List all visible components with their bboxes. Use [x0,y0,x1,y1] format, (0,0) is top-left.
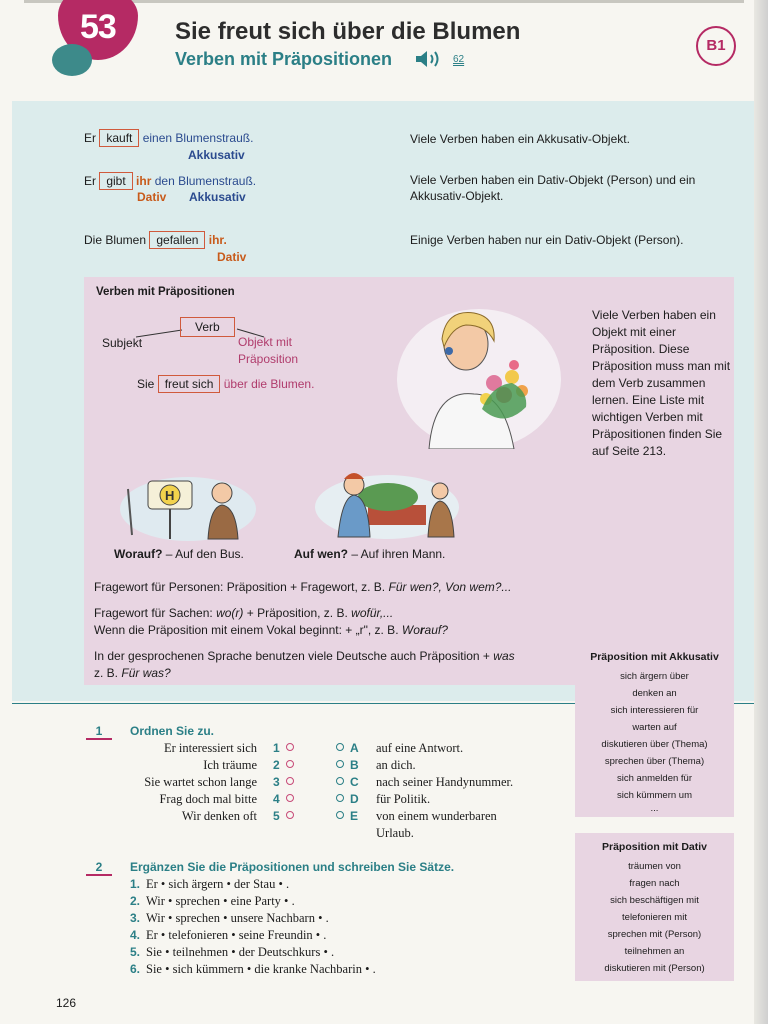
exercise-1-numbers [273,740,294,825]
rule-example-r: r [419,623,425,637]
prep-item: diskutieren mit (Person) [604,963,705,974]
exercise-2-item [130,876,376,893]
example-explanation: Viele Verben haben ein Dativ-Objekt (Person) und ein Akkusativ-Objekt. [410,173,696,203]
prep-item: diskutieren über (Thema) [601,739,708,750]
box-side-text: Viele Verben haben ein Objekt mit einer Präposition. Diese Präposition muss man mit dem Verb zusammen lernen. Eine Liste mit wichtigen Verben mit Präpositionen finden Sie auf Seite 213. [592,308,731,458]
box-heading: Verben mit Präpositionen [96,286,235,298]
match-point-3[interactable] [273,774,294,791]
match-number: 5 [273,809,280,823]
exercise-2-title: Ergänzen Sie die Präpositionen und schreiben Sie Sätze. [130,860,455,874]
rule-example-part: Wo [401,623,420,637]
rule-text: Fragewort für Sachen: [94,606,213,620]
sentence-subject: Sie [137,377,155,391]
circle-icon [336,760,344,768]
item-number: 2. [130,894,141,908]
woman-flowers-illustration [394,299,564,449]
sentence-end: an dich. [376,758,416,772]
rule-example: wofür,... [351,606,394,620]
match-point-1[interactable] [273,740,294,757]
match-point-d[interactable] [336,791,359,808]
bus-stop-illustration [118,469,258,541]
audio-reference[interactable] [415,50,464,68]
circle-icon [286,794,294,802]
rule-example: Für was? [121,666,171,680]
example-1 [84,131,253,145]
prep-item: sich kümmern um [617,790,692,801]
exercise-1-title: Ordnen Sie zu. [130,724,215,738]
caption-auf-wen [294,547,445,561]
caption-answer: – Auf den Bus. [162,547,244,561]
page-title: Sie freut sich über die Blumen [175,18,521,45]
exercise-2-item [130,944,376,961]
prep-item: sich interessieren für [610,705,699,716]
item-text: Er • sich ärgern • der Stau • . [146,877,290,891]
sentence-start: Sie wartet schon lange [144,775,257,789]
sentence-start: Ich träume [203,758,257,772]
example-verb: kauft [99,129,139,147]
prep-item: denken an [632,688,677,699]
circle-icon [286,811,294,819]
match-point-c[interactable] [336,774,359,791]
item-text: Wir • sprechen • unsere Nachbarn • . [146,911,329,925]
prep-item: warten auf [632,722,677,733]
exercise-2-item [130,927,376,944]
rule-spoken-example [94,665,564,682]
akkusativ-heading: Präposition mit Akkusativ [590,651,719,663]
sentence-end: nach seiner Handynummer. [376,775,514,789]
exercise-1-left-column [100,740,257,825]
exercise-1-letters [336,740,359,825]
example-2 [84,174,256,188]
prep-item: sich anmelden für [617,773,692,784]
rule-text: Fragewort für Personen: Präposition + Fragewort, z. B. [94,580,386,594]
dativ-box [575,833,734,981]
sentence-end: von einem wunderbaren Urlaub. [376,809,497,840]
prep-item: träumen von [628,861,681,872]
example-object: einen Blumenstrauß. [142,131,254,145]
audio-track-number: 62 [453,53,465,65]
match-number: 4 [273,792,280,806]
svg-text:H: H [165,488,175,503]
diagram-subject: Subjekt [102,336,143,350]
rule-was: was [493,649,515,663]
sentence-object: über die Blumen. [223,377,315,391]
verben-praepositionen-box [84,277,734,685]
prep-item: ... [650,803,659,814]
match-letter: B [350,758,359,772]
caption-worauf [114,547,244,561]
rule-text: + Präposition, z. B. [246,606,348,620]
match-number: 3 [273,775,280,789]
diagram-verb: Verb [180,317,235,337]
exercise-2-item [130,961,376,978]
sentence-start: Wir denken oft [181,809,257,823]
sentence-end: auf eine Antwort. [376,741,464,755]
example-explanation: Viele Verben haben ein Akkusativ-Objekt. [410,132,630,146]
rule-example [402,623,448,637]
match-letter: C [350,775,359,789]
akkusativ-box [575,643,734,817]
circle-icon [336,777,344,785]
sentence-end: für Politik. [376,792,431,806]
example-object: den Blumenstrauß. [154,174,257,188]
prep-item: teilnehmen an [624,946,685,957]
item-number: 3. [130,911,141,925]
page-subtitle: Verben mit Präpositionen [175,49,393,69]
match-point-e[interactable] [336,808,359,825]
rule-example-part: auf? [424,623,448,637]
match-point-a[interactable] [336,740,359,757]
match-point-4[interactable] [273,791,294,808]
example-subject: Er [84,131,96,145]
item-number: 1. [130,877,141,891]
example-verb: gefallen [149,231,205,249]
item-text: Sie • teilnehmen • der Deutschkurs • . [146,945,335,959]
diagram-object: Objekt mit [238,335,293,349]
example-dative: ihr [136,174,152,188]
item-number: 5. [130,945,141,959]
prep-item: telefonieren mit [622,912,687,923]
rule-text: z. B. [94,666,119,680]
level-badge: B1 [696,26,736,66]
rule-example: Für wen?, Von wem?... [388,580,512,594]
badge-dot [52,44,92,76]
exercise-2-item [130,910,376,927]
case-label: Dativ [137,190,167,204]
page-edge [754,0,768,1024]
rule-text: Wenn die Präposition mit einem Vokal beginnt: + „r", z. B. [94,623,399,637]
diagram-object: Präposition [238,352,299,366]
match-number: 1 [273,741,280,755]
circle-icon [336,743,344,751]
rule-text: In der gesprochenen Sprache benutzen viele Deutsche auch Präposition + [94,649,490,663]
case-label: Dativ [217,250,247,264]
page-number: 126 [56,996,77,1010]
caption-question: Worauf? [114,547,163,561]
match-letter: A [350,741,359,755]
sentence-verb: freut sich [158,375,221,393]
match-letter: E [350,809,359,823]
case-label: Akkusativ [188,148,245,162]
speaker-icon [415,50,445,68]
prep-item: sich beschäftigen mit [610,895,699,906]
rule-vowel [94,622,564,639]
prep-item: fragen nach [629,878,680,889]
item-text: Sie • sich kümmern • die kranke Nachbarin • . [146,962,376,976]
exercise-2-list [130,876,376,978]
exercise-1-right-column [376,740,566,842]
match-point-5[interactable] [273,808,294,825]
match-point-b[interactable] [336,757,359,774]
prep-item: sprechen über (Thema) [604,756,705,767]
example-verb: gibt [99,172,132,190]
prep-item: sprechen mit (Person) [607,929,702,940]
circle-icon [336,794,344,802]
circle-icon [286,743,294,751]
example-explanation: Einige Verben haben nur ein Dativ-Objekt (Person). [410,233,684,247]
caption-question: Auf wen? [294,547,348,561]
grammar-panel [12,101,754,701]
exercise-1-number: 1 [86,724,112,740]
exercise-2-number: 2 [86,860,112,876]
circle-icon [336,811,344,819]
match-number: 2 [273,758,280,772]
case-label: Akkusativ [189,190,246,204]
prep-item: sich ärgern über [620,671,689,682]
match-point-2[interactable] [273,757,294,774]
item-text: Wir • sprechen • eine Party • . [146,894,295,908]
match-letter: D [350,792,359,806]
item-text: Er • telefonieren • seine Freundin • . [146,928,327,942]
rule-wo: wo(r) [216,606,244,620]
chapter-number: 53 [80,8,116,46]
circle-icon [286,777,294,785]
couple-illustration [312,465,462,541]
rule-spoken [94,648,564,665]
rule-persons [94,579,654,596]
chapter-badge [52,0,138,74]
exercise-2-item [130,893,376,910]
example-3 [84,233,227,247]
circle-icon [286,760,294,768]
sentence-start: Frag doch mal bitte [159,792,257,806]
example-subject: Er [84,174,96,188]
item-number: 6. [130,962,141,976]
example-dative: ihr. [208,233,227,247]
dativ-heading: Präposition mit Dativ [601,841,707,853]
diagram-sentence [137,377,314,391]
sentence-start: Er interessiert sich [163,741,257,755]
item-number: 4. [130,928,141,942]
rule-things [94,605,564,622]
caption-answer: – Auf ihren Mann. [348,547,446,561]
example-subject: Die Blumen [84,233,147,247]
